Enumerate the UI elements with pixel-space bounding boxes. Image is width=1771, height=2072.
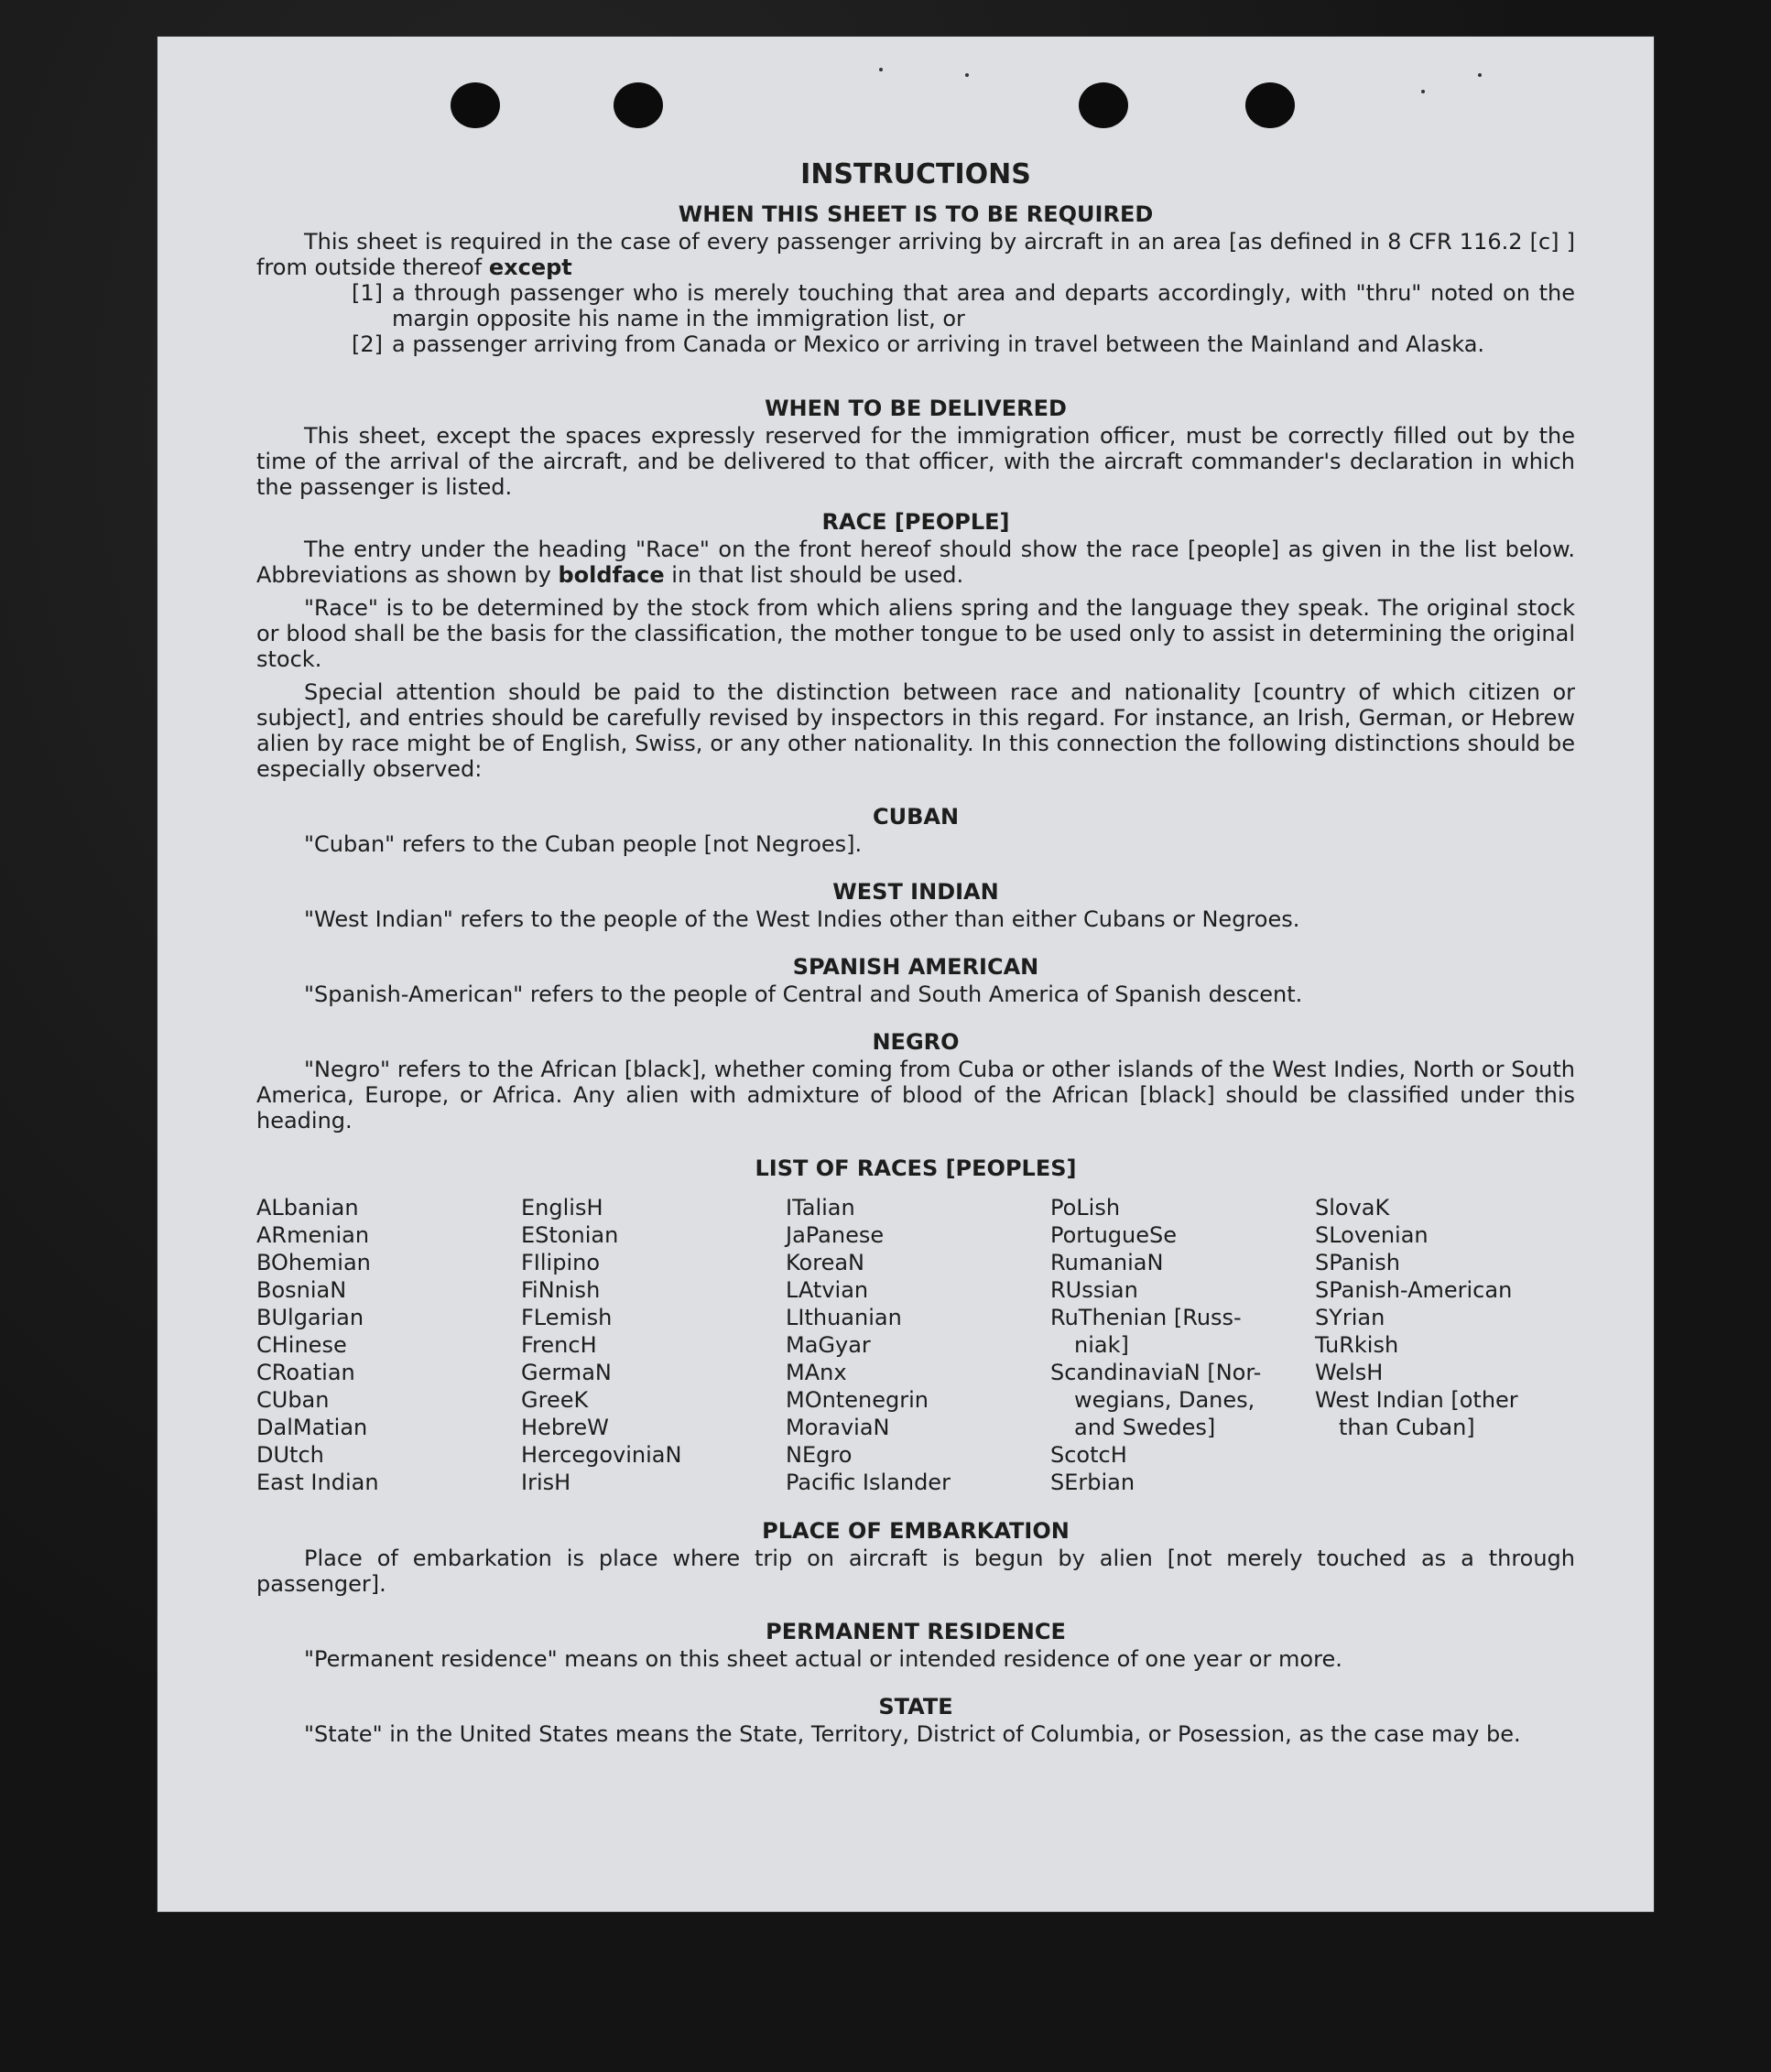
speck (879, 68, 883, 71)
heading-permanent-residence: PERMANENT RESIDENCE (766, 1619, 1066, 1644)
text-span: The entry under the heading "Race" on the front hereof should show the race [people] as given in the list below. Abbreviations as shown by (256, 537, 1575, 588)
race-entry: KoreaN (786, 1250, 864, 1275)
race-entry: PortugueSe (1050, 1222, 1177, 1248)
race-entry: NEgro (786, 1442, 853, 1468)
list-item-number: [2] (352, 331, 383, 357)
race-entry: Pacific Islander (786, 1470, 951, 1495)
text-span: This sheet is required in the case of every passenger arriving by aircraft in an area [as defined in 8 CFR 116.2 [c] ] from outside thereof (256, 229, 1575, 280)
race-entry: FLemish (521, 1305, 613, 1330)
paragraph-when-delivered: This sheet, except the spaces expressly reserved for the immigration officer, must be correctly filled out by the time of the arrival of the aircraft, and be delivered to that officer, with the aircraft commander's declaration in which the passenger is listed. (256, 423, 1575, 500)
race-entry: EStonian (521, 1222, 619, 1248)
document-page (158, 37, 1654, 1912)
races-list (256, 1194, 1575, 1496)
race-entry: MAnx (786, 1360, 847, 1385)
instructions-content (256, 157, 1575, 1747)
race-entry: BosniaN (256, 1277, 347, 1303)
race-entry: WelsH (1315, 1360, 1384, 1385)
heading-when-delivered: WHEN TO BE DELIVERED (765, 396, 1067, 421)
page-title: INSTRUCTIONS (800, 158, 1031, 190)
race-entry-continuation: niak] (1074, 1332, 1129, 1358)
race-entry: ITalian (786, 1195, 855, 1220)
race-entry-continuation: wegians, Danes, (1074, 1387, 1255, 1413)
race-entry: West Indian [other (1315, 1387, 1518, 1413)
race-entry: CRoatian (256, 1360, 355, 1385)
heading-west-indian: WEST INDIAN (832, 879, 999, 905)
race-entry: FrencH (521, 1332, 597, 1358)
paragraph-embarkation: Place of embarkation is place where trip on aircraft is begun by alien [not merely touched as a through passenger]. (256, 1546, 1575, 1597)
race-entry: BUlgarian (256, 1305, 364, 1330)
race-entry: PoLish (1050, 1195, 1121, 1220)
race-entry: GermaN (521, 1360, 612, 1385)
races-column-2 (521, 1194, 786, 1496)
race-entry: ALbanian (256, 1195, 359, 1220)
paragraph-race-3: Special attention should be paid to the distinction between race and nationality [country of which citizen or subject], and entries should be carefully revised by inspectors in this regard. For instance, an Irish, German, or Hebrew alien by race might be of English, Swiss, or any other nationality. In this connection the following distinctions should be especially observed: (256, 679, 1575, 782)
race-entry: SPanish-American (1315, 1277, 1513, 1303)
text-span: in that list should be used. (664, 562, 964, 588)
punch-hole (614, 82, 663, 128)
heading-race: RACE [PEOPLE] (821, 509, 1010, 535)
race-entry: SlovaK (1315, 1195, 1390, 1220)
heading-when-required: WHEN THIS SHEET IS TO BE REQUIRED (678, 201, 1154, 227)
races-column-3 (786, 1194, 1050, 1496)
paragraph-state: "State" in the United States means the State, Territory, District of Columbia, or Posession, as the case may be. (304, 1721, 1521, 1747)
race-entry: TuRkish (1315, 1332, 1399, 1358)
heading-cuban: CUBAN (872, 804, 960, 830)
race-entry-continuation: and Swedes] (1074, 1415, 1216, 1440)
race-entry: SLovenian (1315, 1222, 1429, 1248)
race-entry: DUtch (256, 1442, 324, 1468)
race-entry: GreeK (521, 1387, 589, 1413)
paragraph-negro: "Negro" refers to the African [black], whether coming from Cuba or other islands of the West Indies, North or South America, Europe, or Africa. Any alien with admixture of blood of the African [black] should be classified under this heading. (256, 1057, 1575, 1134)
paragraph-spanish-american: "Spanish-American" refers to the people of Central and South America of Spanish descent. (304, 982, 1303, 1007)
race-entry: CHinese (256, 1332, 347, 1358)
race-entry: MOntenegrin (786, 1387, 929, 1413)
bold-span: boldface (558, 562, 665, 588)
race-entry: SErbian (1050, 1470, 1135, 1495)
race-entry: CUban (256, 1387, 330, 1413)
list-item-number: [1] (352, 280, 383, 306)
punch-hole (451, 82, 500, 128)
punch-hole (1079, 82, 1128, 128)
race-entry: SYrian (1315, 1305, 1385, 1330)
list-item-text: a through passenger who is merely touching that area and departs accordingly, with "thru" noted on the margin opposite his name in the immigration list, or (392, 280, 1575, 331)
speck (965, 73, 969, 77)
race-entry: BOhemian (256, 1250, 371, 1275)
races-column-1 (256, 1194, 521, 1496)
punch-hole (1245, 82, 1295, 128)
race-entry: ScandinaviaN [Nor- (1050, 1360, 1262, 1385)
race-entry: East Indian (256, 1470, 379, 1495)
list-item (352, 331, 1575, 357)
race-entry: LAtvian (786, 1277, 869, 1303)
paragraph-cuban: "Cuban" refers to the Cuban people [not Negroes]. (304, 831, 863, 857)
race-entry: JaPanese (786, 1222, 885, 1248)
races-column-5 (1315, 1194, 1575, 1496)
race-entry: RuThenian [Russ- (1050, 1305, 1242, 1330)
speck (1421, 90, 1425, 93)
race-entry: EnglisH (521, 1195, 603, 1220)
race-entry: FiNnish (521, 1277, 601, 1303)
race-entry: DalMatian (256, 1415, 368, 1440)
list-item-text: a passenger arriving from Canada or Mexico or arriving in travel between the Mainland and Alaska. (392, 331, 1485, 357)
race-entry: HebreW (521, 1415, 609, 1440)
race-entry-continuation: than Cuban] (1339, 1415, 1475, 1440)
heading-embarkation: PLACE OF EMBARKATION (762, 1518, 1070, 1544)
race-entry: MaGyar (786, 1332, 871, 1358)
race-entry: IrisH (521, 1470, 571, 1495)
races-column-4 (1050, 1194, 1315, 1496)
race-entry: FIlipino (521, 1250, 601, 1275)
heading-negro: NEGRO (872, 1029, 960, 1055)
speck (1478, 73, 1482, 77)
paragraph-when-required (256, 229, 1575, 280)
race-entry: MoraviaN (786, 1415, 890, 1440)
heading-spanish-american: SPANISH AMERICAN (792, 954, 1039, 980)
paragraph-race-2: "Race" is to be determined by the stock from which aliens spring and the language they speak. The original stock or blood shall be the basis for the classification, the mother tongue to be used only to assist in determining the original stock. (256, 595, 1575, 672)
bold-span: except (488, 255, 572, 280)
list-item (352, 280, 1575, 331)
heading-state: STATE (878, 1694, 953, 1719)
paragraph-race-1 (256, 537, 1575, 588)
race-entry: ARmenian (256, 1222, 370, 1248)
paragraph-west-indian: "West Indian" refers to the people of the West Indies other than either Cubans or Negroes. (304, 906, 1300, 932)
paragraph-permanent-residence: "Permanent residence" means on this sheet actual or intended residence of one year or more. (304, 1646, 1342, 1672)
race-entry: ScotcH (1050, 1442, 1127, 1468)
race-entry: RumaniaN (1050, 1250, 1164, 1275)
race-entry: SPanish (1315, 1250, 1400, 1275)
race-entry: HercegoviniaN (521, 1442, 682, 1468)
heading-list-of-races: LIST OF RACES [PEOPLES] (755, 1155, 1077, 1181)
race-entry: LIthuanian (786, 1305, 902, 1330)
race-entry: RUssian (1050, 1277, 1138, 1303)
